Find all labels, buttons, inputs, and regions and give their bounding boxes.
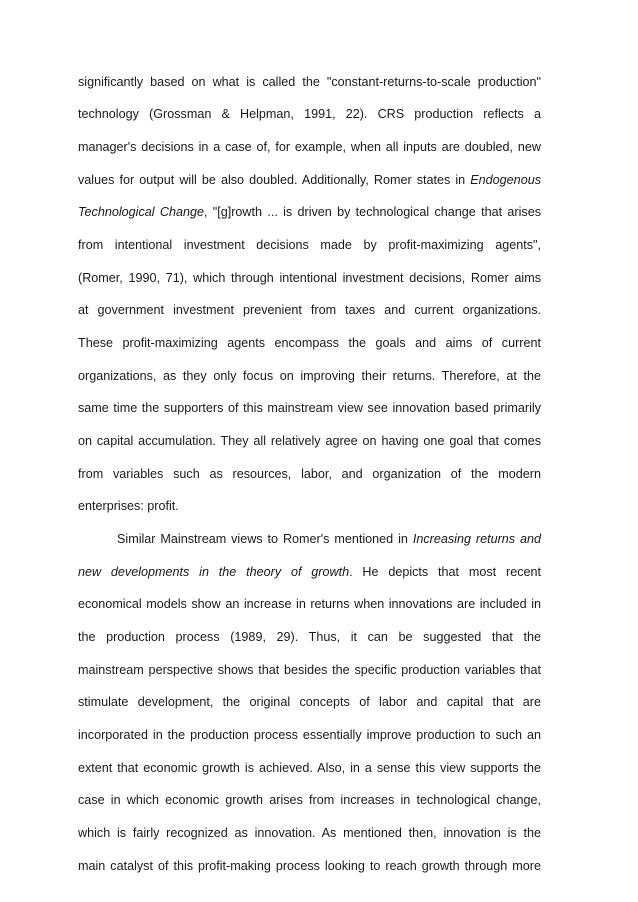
text-line: same time the supporters of this mainstream view see innovation based primarily — [78, 401, 541, 415]
text-line: These profit-maximizing agents encompass the goals and aims of current — [78, 336, 541, 350]
text-line: the production process (1989, 29). Thus, it can be suggested that the — [78, 630, 541, 644]
text-line: organizations, as they only focus on improving their returns. Therefore, at the — [78, 369, 541, 383]
text-line: enterprises: profit. — [78, 499, 179, 513]
italic-title: new developments in the theory of growth — [78, 565, 350, 579]
italic-title: Increasing returns and — [412, 532, 542, 546]
italic-title: Technological Change — [78, 205, 204, 219]
text-line: significantly based on what is called the "constant-returns-to-scale production" — [78, 75, 541, 89]
text-line: from intentional investment decisions made by profit-maximizing agents", — [78, 238, 541, 252]
text-line: from variables such as resources, labor, and organization of the modern — [78, 467, 541, 481]
text-line: (Romer, 1990, 71), which through intentional investment decisions, Romer aims — [78, 271, 541, 285]
text-line: new developments in the theory of growth. He depicts that most recent — [78, 565, 541, 579]
text-line: mainstream perspective shows that besides the specific production variables that — [78, 663, 541, 677]
text-line: on capital accumulation. They all relatively agree on having one goal that comes — [78, 434, 541, 448]
text-line: incorporated in the production process essentially improve production to such an — [78, 728, 541, 742]
text-line: main catalyst of this profit-making process looking to reach growth through more — [78, 859, 541, 873]
text-line: stimulate development, the original concepts of labor and capital that are — [78, 695, 541, 709]
text-line: technology (Grossman & Helpman, 1991, 22). CRS production reflects a — [78, 107, 541, 121]
text-line: economical models show an increase in returns when innovations are included in — [78, 597, 541, 611]
text-line: values for output will be also doubled. Additionally, Romer states in Endogenous — [78, 173, 541, 187]
text-line: at government investment prevenient from taxes and current organizations. — [78, 303, 541, 317]
text-line: which is fairly recognized as innovation. As mentioned then, innovation is the — [78, 826, 541, 840]
text-line: manager's decisions in a case of, for example, when all inputs are doubled, new — [78, 140, 541, 154]
text-line: Technological Change, "[g]rowth ... is driven by technological change that arises — [78, 205, 541, 219]
text-line: extent that economic growth is achieved. Also, in a sense this view supports the — [78, 761, 541, 775]
text-line: case in which economic growth arises from increases in technological change, — [78, 793, 541, 807]
paragraph-first-line: Similar Mainstream views to Romer's mentioned in Increasing returns and — [117, 532, 542, 546]
italic-title: Endogenous — [470, 173, 541, 187]
